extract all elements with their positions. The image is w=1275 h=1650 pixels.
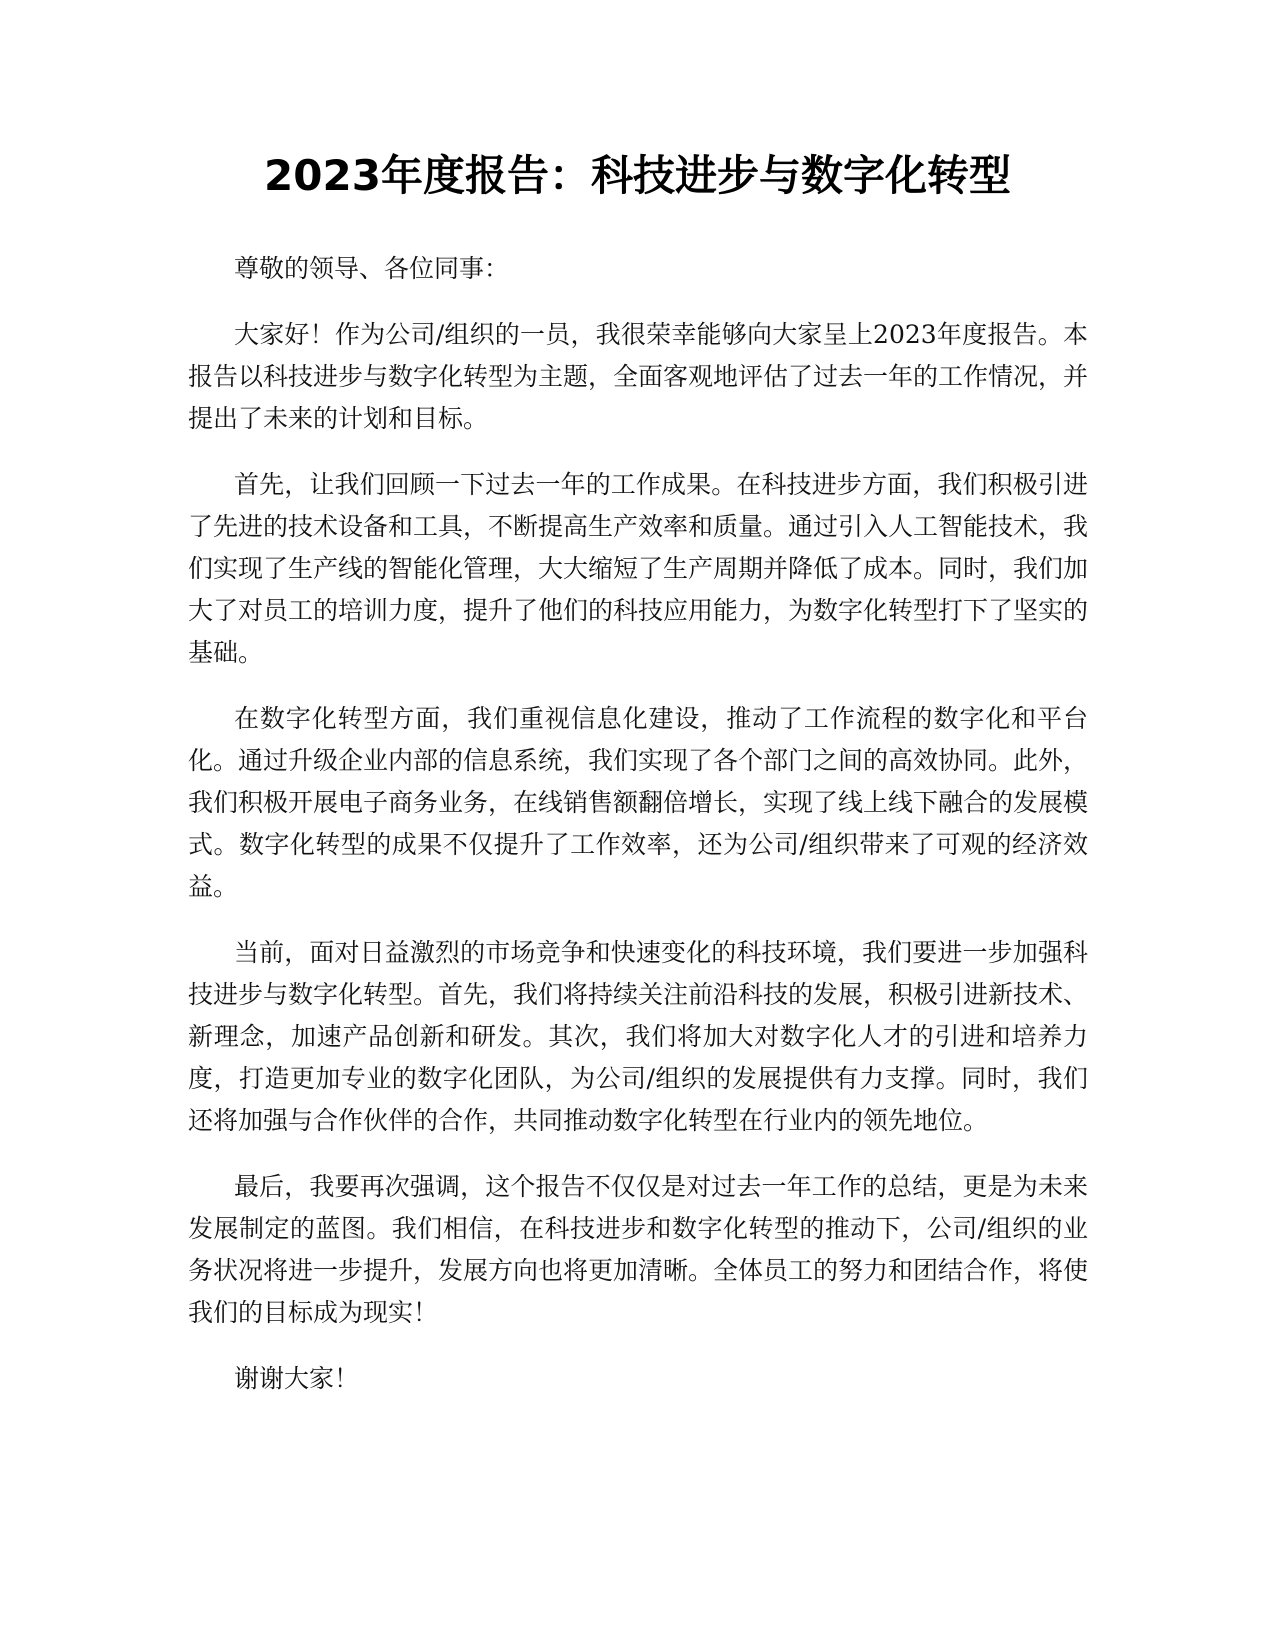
salutation: 尊敬的领导、各位同事：	[234, 254, 510, 283]
paragraph-achievements: 首先，让我们回顾一下过去一年的工作成果。在科技进步方面，我们积极引进了先进的技术设备和工具，不断提高生产效率和质量。通过引入人工智能技术，我们实现了生产线的智能化管理，大大缩短了生产周期并降低了成本。同时，我们加大了对员工的培训力度，提升了他们的科技应用能力，为数字化转型打下了坚实的基础。	[188, 470, 1089, 667]
paragraph-conclusion: 最后，我要再次强调，这个报告不仅仅是对过去一年工作的总结，更是为未来发展制定的蓝图。我们相信，在科技进步和数字化转型的推动下，公司/组织的业务状况将进一步提升，发展方向也将更加清晰。全体员工的努力和团结合作，将使我们的目标成为现实！	[188, 1172, 1089, 1327]
closing: 谢谢大家！	[234, 1364, 360, 1393]
paragraph-intro: 大家好！作为公司/组织的一员，我很荣幸能够向大家呈上2023年度报告。本报告以科技进步与数字化转型为主题，全面客观地评估了过去一年的工作情况，并提出了未来的计划和目标。	[188, 320, 1089, 433]
document-title: 2023年度报告：科技进步与数字化转型	[264, 151, 1011, 200]
paragraph-digital-transformation: 在数字化转型方面，我们重视信息化建设，推动了工作流程的数字化和平台化。通过升级企业内部的信息系统，我们实现了各个部门之间的高效协同。此外，我们积极开展电子商务业务，在线销售额翻倍增长，实现了线上线下融合的发展模式。数字化转型的成果不仅提升了工作效率，还为公司/组织带来了可观的经济效益。	[188, 704, 1089, 901]
document-body	[188, 248, 1088, 1424]
paragraph-future-plans: 当前，面对日益激烈的市场竞争和快速变化的科技环境，我们要进一步加强科技进步与数字化转型。首先，我们将持续关注前沿科技的发展，积极引进新技术、新理念，加速产品创新和研发。其次，我们将加大对数字化人才的引进和培养力度，打造更加专业的数字化团队，为公司/组织的发展提供有力支撑。同时，我们还将加强与合作伙伴的合作，共同推动数字化转型在行业内的领先地位。	[188, 938, 1089, 1135]
